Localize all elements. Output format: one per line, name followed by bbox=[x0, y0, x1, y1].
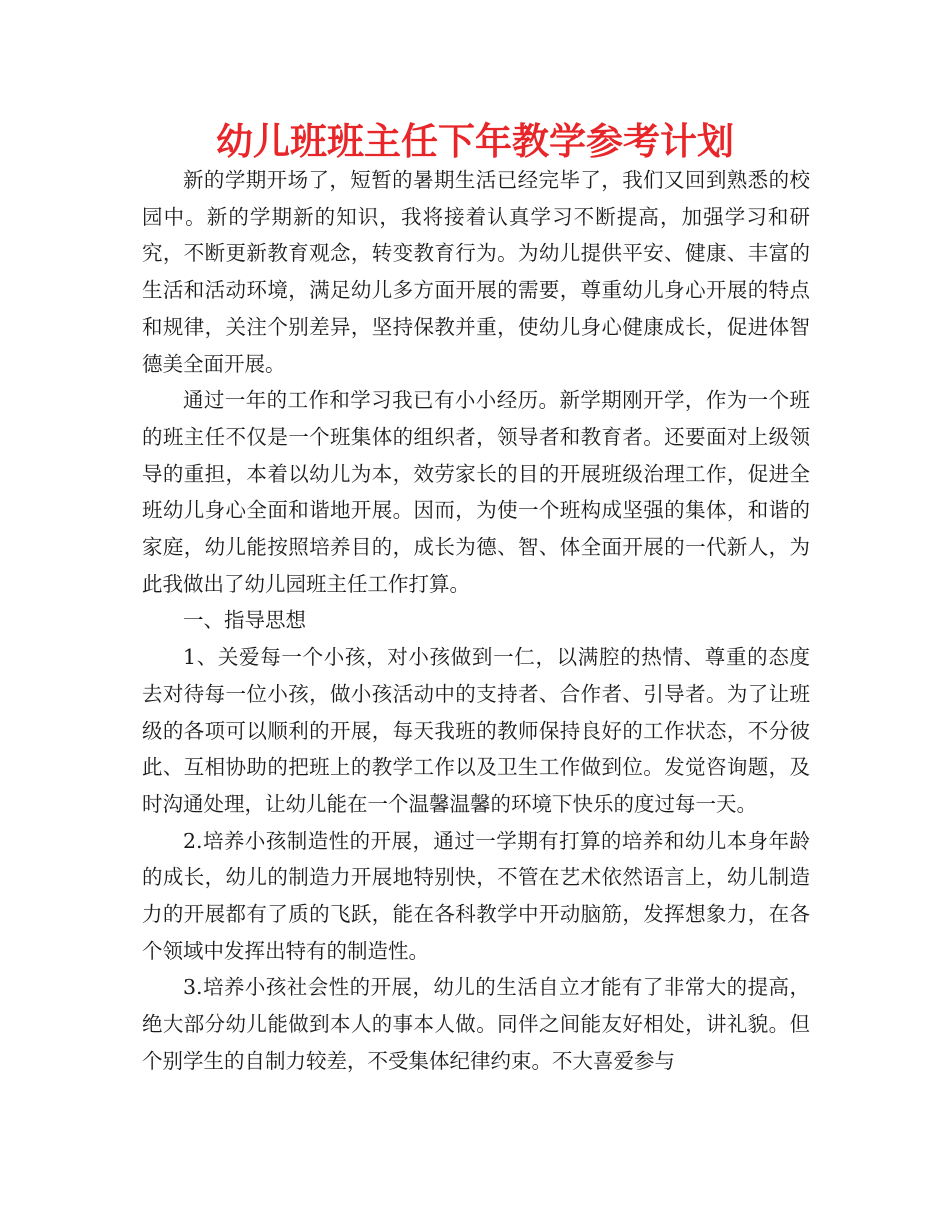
paragraph-item-3: 3.培养小孩社会性的开展，幼儿的生活自立才能有了非常大的提高，绝大部分幼儿能做到本人的事本人做。同伴之间能友好相处，讲礼貌。但个别学生的自制力较差，不受集体纪律约束。不大喜爱参与 bbox=[142, 975, 810, 1073]
paragraph-background: 通过一年的工作和学习我已有小小经历。新学期刚开学，作为一个班的班主任不仅是一个班集体的组织者，领导者和教育者。还要面对上级领导的重担，本着以幼儿为本，效劳家长的目的开展班级治理工作，促进全班幼儿身心全面和谐地开展。因而，为使一个班构成坚强的集体，和谐的家庭，幼儿能按照培养目的，成长为德、智、体全面开展的一代新人，为此我做出了幼儿园班主任工作打算。 bbox=[142, 388, 810, 596]
document-body bbox=[142, 162, 810, 1080]
paragraph-item-1: 1、关爱每一个小孩，对小孩做到一仁，以满腔的热情、尊重的态度去对待每一位小孩，做小孩活动中的支持者、合作者、引导者。为了让班级的各项可以顺利的开展，每天我班的教师保持良好的工作状态，不分彼此、互相协助的把班上的教学工作以及卫生工作做到位。发觉咨询题，及时沟通处理，让幼儿能在一个温馨温馨的环境下快乐的度过每一天。 bbox=[142, 645, 810, 816]
paragraph-intro: 新的学期开场了，短暂的暑期生活已经完毕了，我们又回到熟悉的校园中。新的学期新的知识，我将接着认真学习不断提高，加强学习和研究，不断更新教育观念，转变教育行为。为幼儿提供平安、健康、丰富的生活和活动环境，满足幼儿多方面开展的需要，尊重幼儿身心开展的特点和规律，关注个别差异，坚持保教并重，使幼儿身心健康成长，促进体智德美全面开展。 bbox=[142, 168, 810, 376]
section-heading-guiding-thought: 一、指导思想 bbox=[183, 608, 306, 633]
document-title: 幼儿班班主任下年教学参考计划 bbox=[216, 120, 734, 163]
paragraph-item-2: 2.培养小孩制造性的开展，通过一学期有打算的培养和幼儿本身年龄的成长，幼儿的制造力开展地特别快，不管在艺术依然语言上，幼儿制造力的开展都有了质的飞跃，能在各科教学中开动脑筋，发挥想象力，在各个领域中发挥出特有的制造性。 bbox=[142, 828, 810, 963]
